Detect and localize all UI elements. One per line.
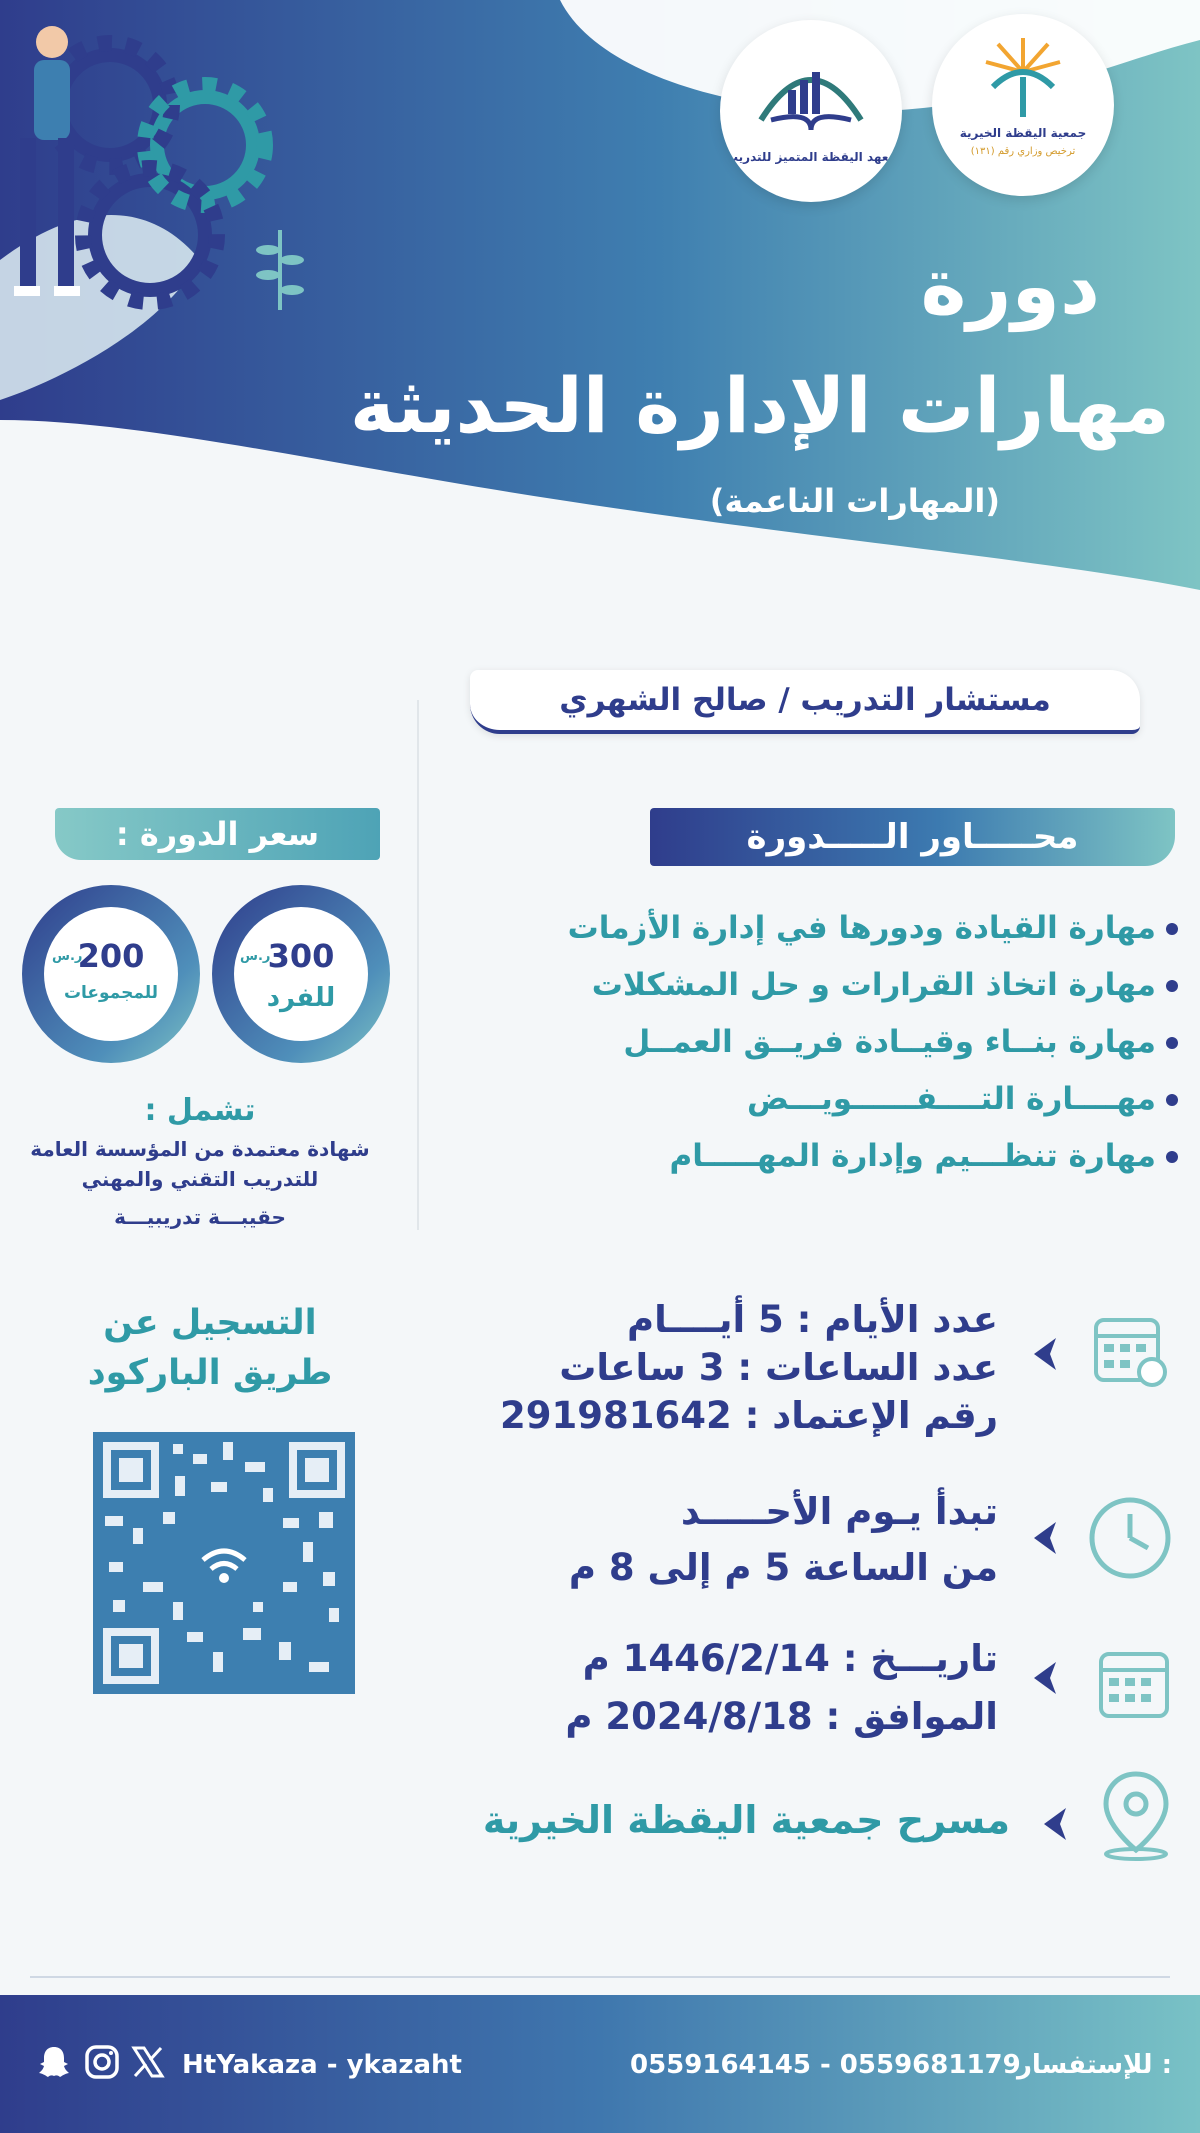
x-twitter-icon[interactable] xyxy=(130,2044,166,2080)
bullet-icon xyxy=(1166,980,1178,992)
price-individual-currency: ر.س xyxy=(240,949,271,964)
association-logo-subcaption: ترخيص وزاري رقم (١٣١) xyxy=(970,146,1076,157)
footer-divider xyxy=(30,1976,1170,1978)
location-pin-icon xyxy=(1100,1770,1172,1862)
bullet-icon xyxy=(1166,1037,1178,1049)
chevron-left-icon xyxy=(1030,1660,1060,1696)
course-schedule xyxy=(569,1484,998,1596)
list-item: مهارة بنــاء وقيــادة فريــق العمــل xyxy=(478,1014,1178,1071)
days-count: عدد الأيام : 5 أيــــام xyxy=(626,1298,998,1341)
plant-icon xyxy=(256,230,304,310)
list-item: مهارة القيادة ودورها في إدارة الأزمات xyxy=(478,900,1178,957)
gears-illustration xyxy=(0,10,340,320)
list-item: مهارة تنظـــيم وإدارة المهـــــام xyxy=(478,1128,1178,1185)
bullet-icon xyxy=(1166,923,1178,935)
start-day: تبدأ يـوم الأحـــــد xyxy=(680,1490,998,1533)
social-handle[interactable]: HtYakaza - ykazaht xyxy=(182,2050,462,2080)
axes-heading: محـــــاور الـــــدورة xyxy=(650,808,1175,866)
book-chart-icon xyxy=(756,50,866,140)
price-group-currency: ر.س xyxy=(52,949,83,964)
bullet-icon xyxy=(1166,1151,1178,1163)
qr-code[interactable] xyxy=(93,1432,355,1694)
accreditation-number: رقم الإعتماد : 291981642 xyxy=(500,1394,998,1437)
association-logo-caption: جمعية اليقظة الخيرية xyxy=(959,126,1087,140)
hours-count: عدد الساعات : 3 ساعات xyxy=(559,1346,998,1389)
course-subtitle: (المهارات الناعمة) xyxy=(709,482,1000,520)
includes-item: للتدريب التقني والمهني xyxy=(81,1167,319,1191)
registration-line-2: طريق الباركود xyxy=(87,1353,333,1393)
axes-list xyxy=(478,900,1178,1185)
chevron-left-icon xyxy=(1030,1336,1060,1372)
trainer-name: مستشار التدريب / صالح الشهري xyxy=(470,670,1140,734)
chevron-left-icon xyxy=(1040,1806,1070,1842)
list-item: مهارة اتخاذ القرارات و حل المشكلات xyxy=(478,957,1178,1014)
gear-icon xyxy=(60,55,253,290)
price-individual-amount: 300 xyxy=(267,937,335,975)
date-gregorian: الموافق : 2024/8/18 م xyxy=(565,1695,998,1738)
date-hijri: تاريـــخ : 1446/2/14 م xyxy=(582,1637,998,1680)
price-individual-label: للفرد xyxy=(266,983,336,1013)
registration-line-1: التسجيل عن xyxy=(103,1303,317,1343)
calendar-clock-icon xyxy=(1090,1308,1170,1388)
includes-item: شهادة معتمدة من المؤسسة العامة xyxy=(30,1137,370,1161)
price-group xyxy=(22,885,200,1063)
chevron-left-icon xyxy=(1030,1520,1060,1556)
includes-item: حقيبـــة تدريبيـــة xyxy=(114,1205,286,1229)
column-divider xyxy=(417,700,419,1230)
price-heading: سعر الدورة : xyxy=(55,808,380,860)
course-label: دورة xyxy=(920,242,1100,332)
price-group-amount: 200 xyxy=(77,937,145,975)
price-individual xyxy=(212,885,390,1063)
association-logo xyxy=(932,14,1114,196)
session-time: من الساعة 5 م إلى 8 م xyxy=(568,1546,998,1589)
sun-palm-icon xyxy=(978,32,1068,122)
inquiry-label: للإستفسار : xyxy=(1016,2050,1172,2080)
course-location xyxy=(483,1790,1010,1850)
clock-icon xyxy=(1088,1496,1172,1580)
institute-logo-caption: معهد اليقظة المتميز للتدريب xyxy=(725,150,897,164)
bullet-icon xyxy=(1166,1094,1178,1106)
course-title: مهارات الإدارة الحديثة xyxy=(349,361,1170,450)
course-duration xyxy=(500,1296,998,1440)
course-dates xyxy=(565,1630,998,1746)
institute-logo xyxy=(720,20,902,202)
snapchat-icon[interactable] xyxy=(36,2044,72,2080)
includes-heading: تشمل : xyxy=(144,1093,256,1128)
price-group-label: للمجموعات xyxy=(63,983,159,1003)
location-name: مسرح جمعية اليقظة الخيرية xyxy=(482,1798,1010,1842)
phone-numbers[interactable]: 0559164145 - 0559681179 xyxy=(630,2050,1021,2080)
list-item: مهــــارة التــــفــــــويـــض xyxy=(478,1071,1178,1128)
calendar-icon xyxy=(1095,1644,1175,1724)
instagram-icon[interactable] xyxy=(84,2044,120,2080)
